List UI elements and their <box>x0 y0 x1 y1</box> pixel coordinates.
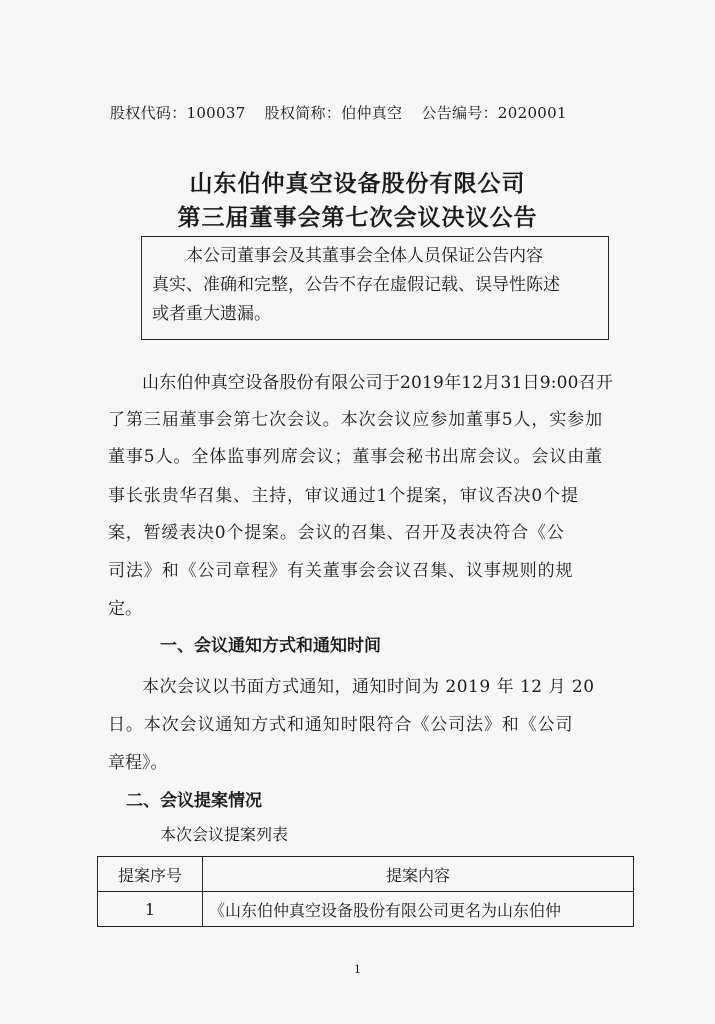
intro-line: 司法》和《公司章程》有关董事会会议召集、议事规则的规 <box>108 561 574 581</box>
stock-code: 股权代码：100037 <box>110 104 246 122</box>
disclaimer-line: 或者重大遗漏。 <box>152 304 271 324</box>
notice-paragraph-line: 本次会议以书面方式通知，通知时间为 2019 年 12 月 20 <box>142 677 595 697</box>
column-header-content: 提案内容 <box>203 857 634 892</box>
notice-paragraph-line: 章程》。 <box>108 753 168 773</box>
disclaimer-line: 本公司董事会及其董事会全体人员保证公告内容 <box>186 246 543 266</box>
title-announcement: 第三届董事会第七次会议决议公告 <box>177 205 538 231</box>
notice-paragraph-line: 日。本次会议通知方式和通知时限符合《公司法》和《公司 <box>108 715 574 735</box>
proposal-table <box>97 856 634 927</box>
intro-line: 案，暂缓表决0个提案。会议的召集、召开及表决符合《公 <box>108 523 565 543</box>
page-number: 1 <box>354 963 361 976</box>
disclaimer-line: 真实、准确和完整，公告不存在虚假记载、误导性陈述 <box>152 275 560 295</box>
disclaimer-box <box>141 236 609 340</box>
table-header-row <box>98 857 634 892</box>
table-caption: 本次会议提案列表 <box>160 825 289 844</box>
section-heading-notice: 一、会议通知方式和通知时间 <box>160 636 381 656</box>
intro-line: 山东伯仲真空设备股份有限公司于2019年12月31日9:00召开 <box>142 373 614 393</box>
title-company: 山东伯仲真空设备股份有限公司 <box>189 171 526 197</box>
intro-line: 定。 <box>108 599 142 619</box>
table-row <box>98 892 634 927</box>
column-header-number: 提案序号 <box>98 857 203 892</box>
stock-short-name: 股权简称：伯仲真空 <box>264 104 403 122</box>
section-heading-proposals: 二、会议提案情况 <box>126 791 262 811</box>
proposal-content-cell: 《山东伯仲真空设备股份有限公司更名为山东伯仲 <box>203 892 634 927</box>
proposal-number-cell: 1 <box>98 892 203 927</box>
intro-line: 董事5人。全体监事列席会议；董事会秘书出席会议。会议由董 <box>108 447 604 467</box>
document-header <box>110 102 630 123</box>
announcement-number: 公告编号：2020001 <box>421 104 567 122</box>
disclaimer-text <box>142 237 608 329</box>
intro-line: 事长张贵华召集、主持，审议通过1个提案，审议否决0个提 <box>108 486 579 506</box>
intro-line: 了第三届董事会第七次会议。本次会议应参加董事5人，实参加 <box>108 410 604 430</box>
